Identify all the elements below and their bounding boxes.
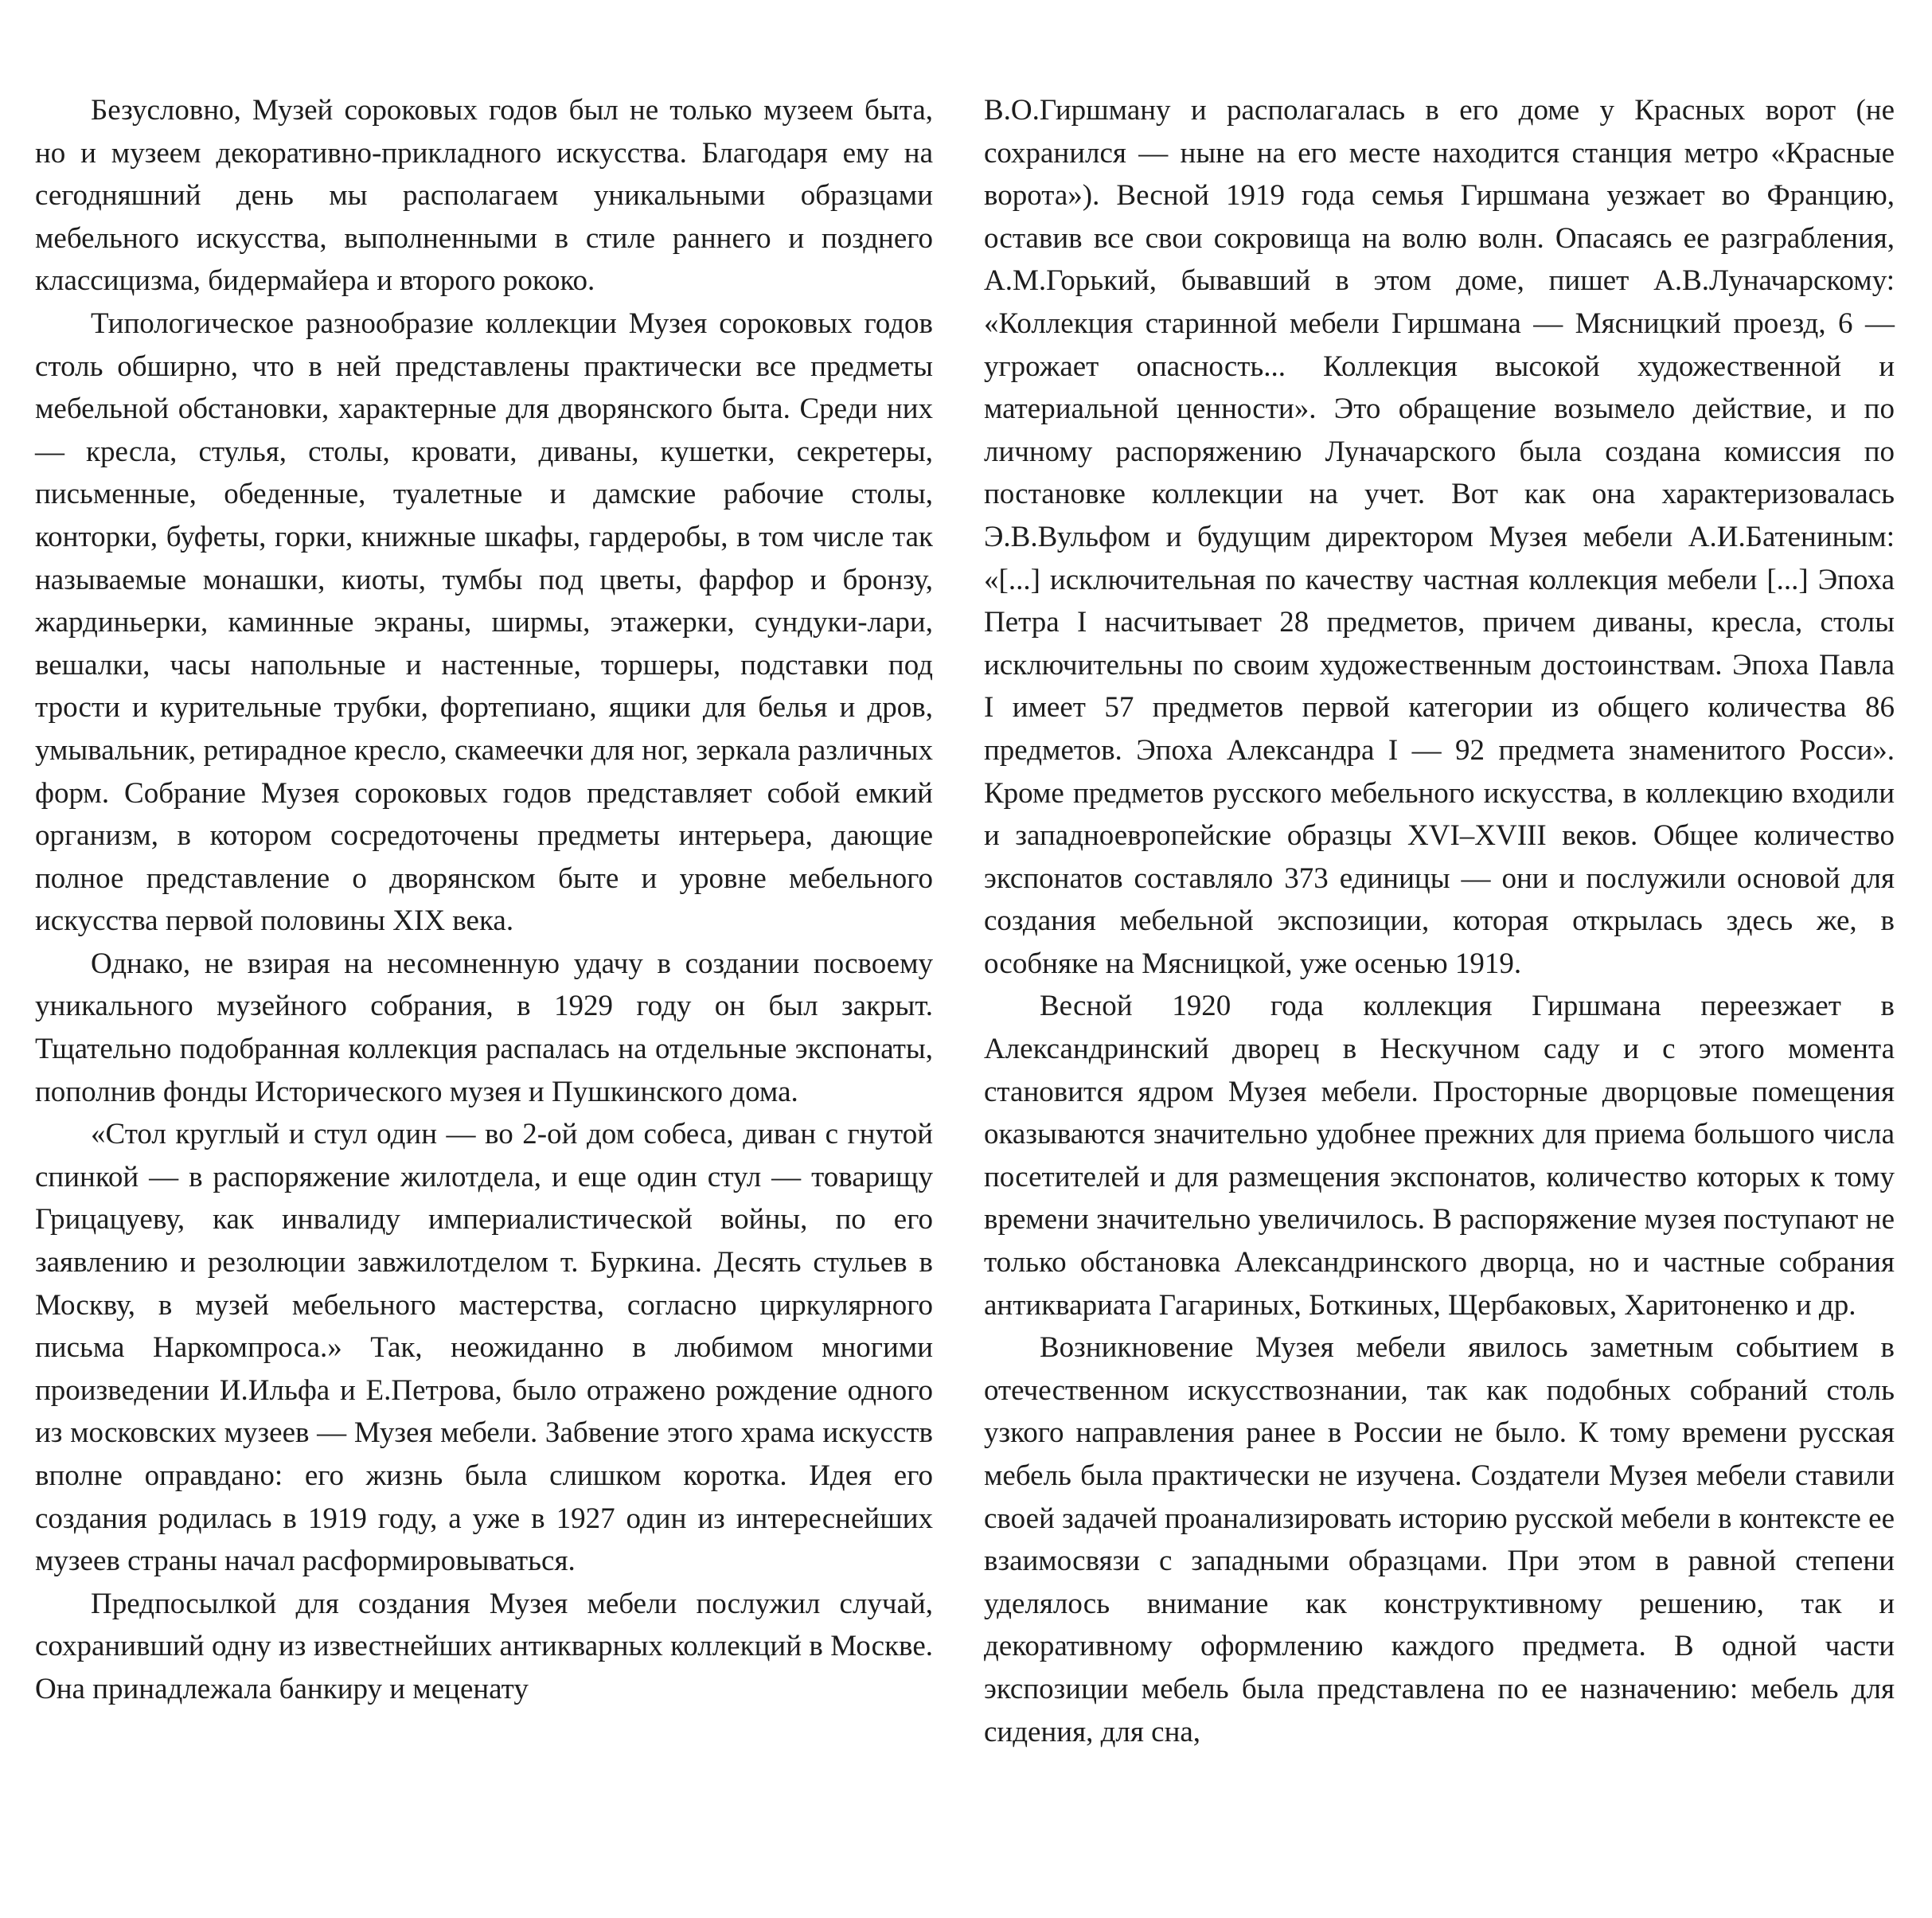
paragraph: Возникновение Музея мебели явилось заметным событием в отечественном искусствознании, так как подобных собраний столь узкого направления ранее в России не было. К тому времени русская мебель была практически не изучена. Создатели Музея мебели ставили своей задачей проанализировать историю русской мебели в контексте ее взаимосвязи с западными образцами. При этом в равной степени уделялось внимание как конструктивному решению, так и декоративному оформлению каждого предмета. В одной части экспозиции мебель была представлена по ее назначению: мебель для сидения, для сна, — [984, 1331, 1895, 1748]
right-text-column — [984, 89, 1895, 1753]
paragraph: Предпосылкой для создания Музея мебели послужил случай, сохранивший одну из известнейших антикварных коллекций в Москве. Она принадлежала банкиру и меценату — [35, 1587, 933, 1705]
paragraph: «Стол круглый и стул один — во 2-ой дом собеса, диван с гнутой спинкой — в распоряжение жилотдела, и еще один стул — товарищу Грицацуеву, как инвалиду империалистической войны, по его заявлению и резолюции завжилотделом т. Буркина. Десять стульев в Москву, в музей мебельного мастерства, согласно циркулярного письма Наркомпроса.» Так, неожиданно в любимом многими произведении И.Ильфа и Е.Петрова, было отражено рождение одного из московских музеев — Музея мебели. Забвение этого храма искусств вполне оправдано: его жизнь была слишком коротка. Идея его создания родилась в 1919 году, а уже в 1927 один из интереснейших музеев страны начал расформировываться. — [35, 1118, 933, 1578]
left-text-column — [35, 89, 933, 1711]
paragraph: Безусловно, Музей сороковых годов был не только музеем быта, но и музеем декоративно-прикладного искусства. Благодаря ему на сегодняшний день мы располагаем уникальными образцами мебельного искусства, выполненными в стиле раннего и позднего классицизма, бидермайера и второго рококо. — [35, 94, 933, 298]
paragraph: Типологическое разнообразие коллекции Музея сороковых годов столь обширно, что в ней представлены практически все предметы мебельной обстановки, характерные для дворянского быта. Среди них — кресла, стулья, столы, кровати, диваны, кушетки, секретеры, письменные, обеденные, туалетные и дамские рабочие столы, конторки, буфеты, горки, книжные шкафы, гардеробы, в том числе так называемые монашки, киоты, тумбы под цветы, фарфор и бронзу, жардиньерки, каминные экраны, ширмы, этажерки, сундуки-лари, вешалки, часы напольные и настенные, торшеры, подставки под трости и курительные трубки, фортепиано, ящики для белья и дров, умывальник, ретирадное кресло, скамеечки для ног, зеркала различных форм. Собрание Музея сороковых годов представляет собой емкий организм, в котором сосредоточены предметы интерьера, дающие полное представление о дворянском быте и уровне мебельного искусства первой половины XIX века. — [35, 307, 933, 938]
paragraph-continued: В.О.Гиршману и располагалась в его доме у Красных ворот (не сохранился — ныне на его месте находится станция метро «Красные ворота»). Весной 1919 года семья Гиршмана уезжает во Францию, оставив все свои сокровища на волю волн. Опасаясь ее разграбления, А.М.Горький, бывавший в этом доме, пишет А.В.Луначарскому: «Коллекция старинной мебели Гиршмана — Мясницкий проезд, 6 — угрожает опасность... Коллекция высокой художественной и материальной ценности». Это обращение возымело действие, и по личному распоряжению Луначарского была создана комиссия по постановке коллекции на учет. Вот как она характеризовалась Э.В.Вульфом и будущим директором Музея мебели А.И.Батениным: «[...] исключительная по качеству частная коллекция мебели [...] Эпоха Петра I насчитывает 28 предметов, причем диваны, кресла, столы исключительны по своим художественным достоинствам. Эпоха Павла I имеет 57 предметов первой категории из общего количества 86 предметов. Эпоха Александра I — 92 предмета знаменитого Росси». Кроме предметов русского мебельного искусства, в коллекцию входили и западноевропейские образцы XVI–XVIII веков. Общее количество экспонатов составляло 373 единицы — они и послужили основой для создания мебельной экспозиции, которая открылась здесь же, в особняке на Мясницкой, уже осенью 1919. — [984, 94, 1895, 980]
paragraph: Однако, не взирая на несомненную удачу в создании посвоему уникального музейного собрания, в 1929 году он был закрыт. Тщательно подобранная коллекция распалась на отдельные экспонаты, пополнив фонды Исторического музея и Пушкинского дома. — [35, 947, 933, 1108]
paragraph: Весной 1920 года коллекция Гиршмана переезжает в Александринский дворец в Нескучном саду и с этого момента становится ядром Музея мебели. Просторные дворцовые помещения оказываются значительно удобнее прежних для приема большого числа посетителей и для размещения экспонатов, количество которых к тому времени значительно увеличилось. В распоряжение музея поступают не только обстановка Александринского дворца, но и частные собрания антиквариата Гагариных, Боткиных, Щербаковых, Харитоненко и др. — [984, 990, 1895, 1322]
